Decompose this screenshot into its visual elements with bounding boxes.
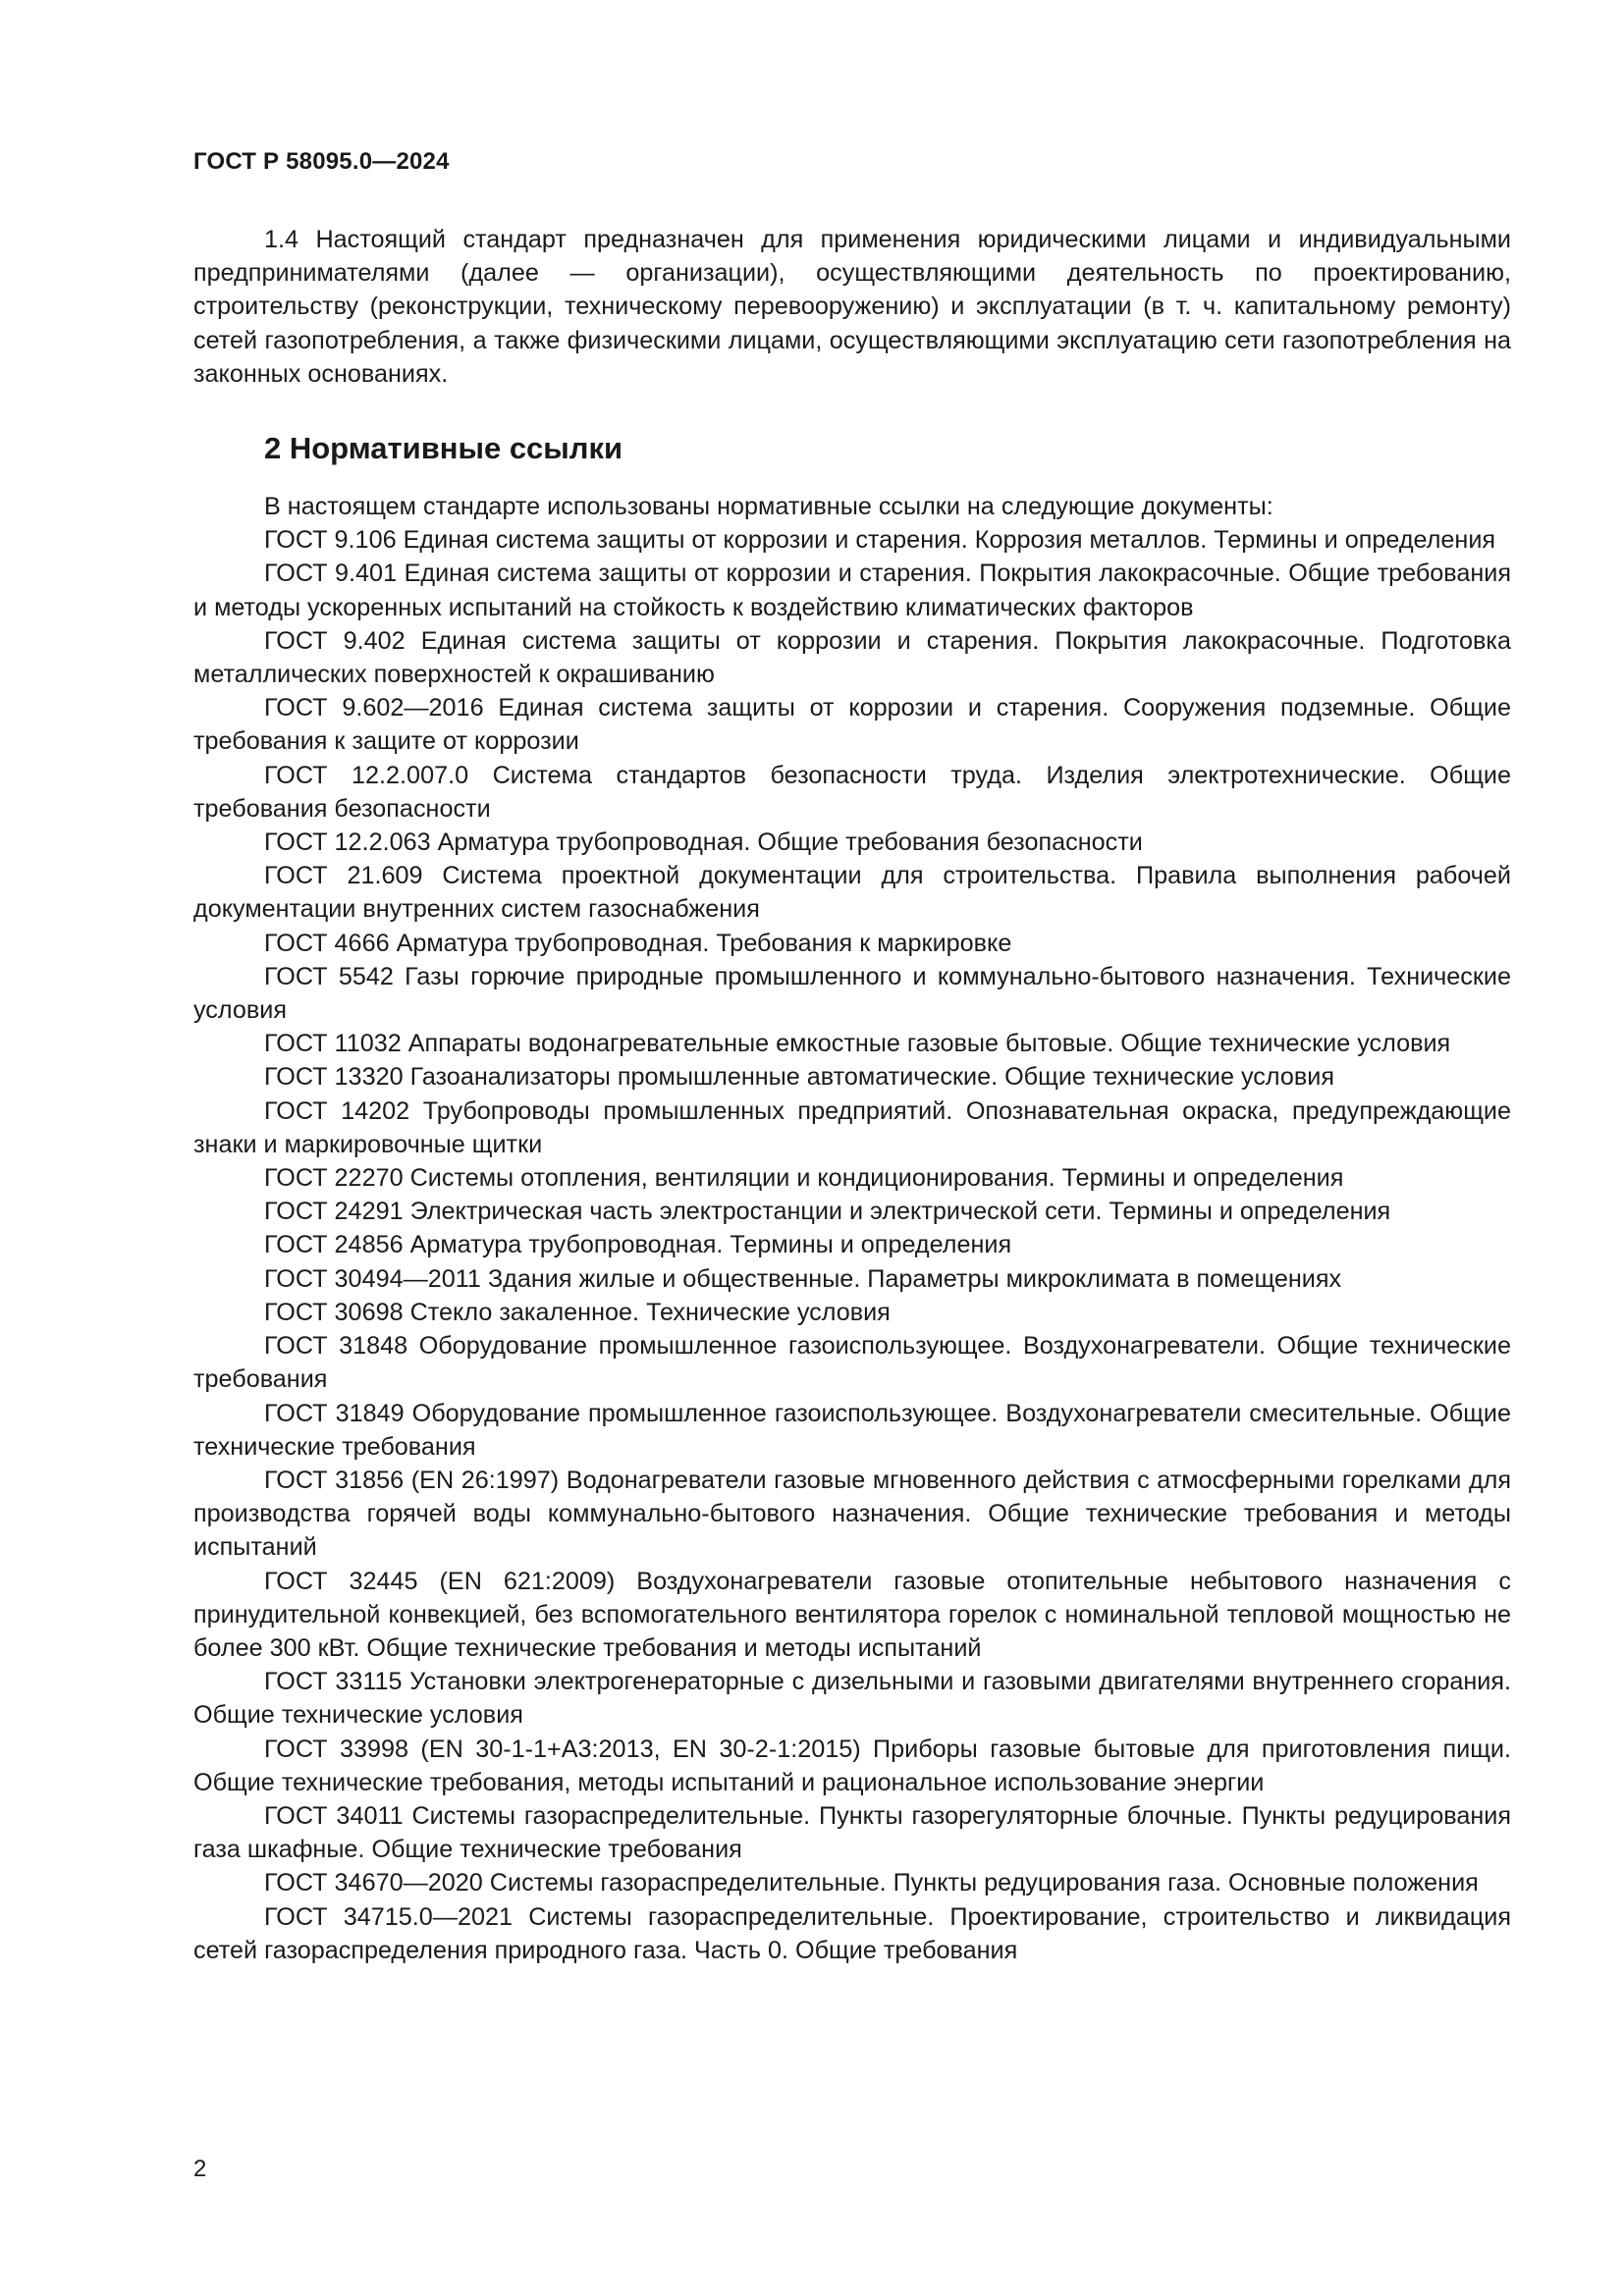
reference-item: ГОСТ 32445 (EN 621:2009) Воздухонагреватели газовые отопительные небытового назначения с принудительной конвекцией, без вспомогательного вентилятора горелок с номинальной тепловой мощностью не более 300 кВт. Общие технические требования и методы испытаний bbox=[193, 1567, 1511, 1662]
reference-item: ГОСТ 4666 Арматура трубопроводная. Требования к маркировке bbox=[264, 929, 1012, 957]
section-lead: В настоящем стандарте использованы нормативные ссылки на следующие документы: bbox=[264, 493, 1273, 521]
reference-list bbox=[193, 523, 1511, 1967]
reference-item: ГОСТ 11032 Аппараты водонагревательные емкостные газовые бытовые. Общие технические условия bbox=[264, 1030, 1451, 1058]
reference-item: ГОСТ 21.609 Система проектной документации для строительства. Правила выполнения рабочей документации внутренних систем газоснабжения bbox=[193, 862, 1511, 924]
reference-item: ГОСТ 34670—2020 Системы газораспределительные. Пункты редуцирования газа. Основные положения bbox=[264, 1869, 1479, 1897]
reference-item: ГОСТ 34011 Системы газораспределительные. Пункты газорегуляторные блочные. Пункты редуцирования газа шкафные. Общие технические требования bbox=[193, 1801, 1511, 1864]
reference-item: ГОСТ 34715.0—2021 Системы газораспределительные. Проектирование, строительство и ликвидация сетей газораспределения природного газа. Часть 0. Общие требования bbox=[193, 1902, 1511, 1964]
reference-item: ГОСТ 33115 Установки электрогенераторные с дизельными и газовыми двигателями внутреннего сгорания. Общие технические условия bbox=[193, 1668, 1511, 1730]
reference-item: ГОСТ 31848 Оборудование промышленное газоиспользующее. Воздухонагреватели. Общие технические требования bbox=[193, 1332, 1511, 1394]
reference-item: ГОСТ 13320 Газоанализаторы промышленные автоматические. Общие технические условия bbox=[264, 1063, 1334, 1092]
page-body bbox=[193, 223, 1511, 1967]
reference-item: ГОСТ 30494—2011 Здания жилые и общественные. Параметры микроклимата в помещениях bbox=[264, 1264, 1342, 1293]
reference-item: ГОСТ 12.2.007.0 Система стандартов безопасности труда. Изделия электротехнические. Общие требования безопасности bbox=[193, 761, 1511, 823]
reference-item: ГОСТ 24291 Электрическая часть электростанции и электрической сети. Термины и определения bbox=[264, 1198, 1391, 1226]
reference-item: ГОСТ 30698 Стекло закаленное. Технические условия bbox=[264, 1298, 891, 1326]
section-title: 2 Нормативные ссылки bbox=[264, 431, 623, 466]
reference-item: ГОСТ 31856 (EN 26:1997) Водонагреватели газовые мгновенного действия с атмосферными горелками для производства горячей воды коммунально-бытового назначения. Общие технические требования и методы испытаний bbox=[193, 1466, 1511, 1562]
reference-item: ГОСТ 12.2.063 Арматура трубопроводная. Общие требования безопасности bbox=[264, 828, 1143, 857]
reference-item: ГОСТ 5542 Газы горючие природные промышленного и коммунально-бытового назначения. Технические условия bbox=[193, 962, 1511, 1025]
reference-item: ГОСТ 9.106 Единая система защиты от коррозии и старения. Коррозия металлов. Термины и определения bbox=[264, 526, 1496, 555]
reference-item: ГОСТ 9.402 Единая система защиты от коррозии и старения. Покрытия лакокрасочные. Подготовка металлических поверхностей к окрашиванию bbox=[193, 626, 1511, 689]
reference-item: ГОСТ 14202 Трубопроводы промышленных предприятий. Опознавательная окраска, предупреждающие знаки и маркировочные щитки bbox=[193, 1096, 1511, 1158]
reference-item: ГОСТ 22270 Системы отопления, вентиляции и кондиционирования. Термины и определения bbox=[264, 1164, 1344, 1193]
reference-item: ГОСТ 9.401 Единая система защиты от коррозии и старения. Покрытия лакокрасочные. Общие требования и методы ускоренных испытаний на стойкость к воздействию климатических факторов bbox=[193, 560, 1511, 621]
reference-item: ГОСТ 33998 (EN 30-1-1+A3:2013, EN 30-2-1:2015) Приборы газовые бытовые для приготовления пищи. Общие технические требования, методы испытаний и рациональное использование энергии bbox=[193, 1735, 1511, 1796]
reference-item: ГОСТ 24856 Арматура трубопроводная. Термины и определения bbox=[264, 1231, 1012, 1259]
document-code-header: ГОСТ Р 58095.0—2024 bbox=[193, 148, 450, 175]
reference-item: ГОСТ 9.602—2016 Единая система защиты от коррозии и старения. Сооружения подземные. Общие требования к защите от коррозии bbox=[193, 694, 1511, 756]
reference-item: ГОСТ 31849 Оборудование промышленное газоиспользующее. Воздухонагреватели смесительные. Общие технические требования bbox=[193, 1399, 1511, 1461]
page-number: 2 bbox=[193, 2156, 207, 2182]
intro-paragraph: 1.4 Настоящий стандарт предназначен для применения юридическими лицами и индивидуальными предпринимателями (далее — организации), осуществляющими деятельность по проектированию, строительству (реконструкции, техническому перевооружению) и эксплуатации (в т. ч. капитальному ремонту) сетей газопотребления, а также физическими лицами, осуществляющими эксплуатацию сети газопотребления на законных основаниях. bbox=[193, 226, 1511, 388]
